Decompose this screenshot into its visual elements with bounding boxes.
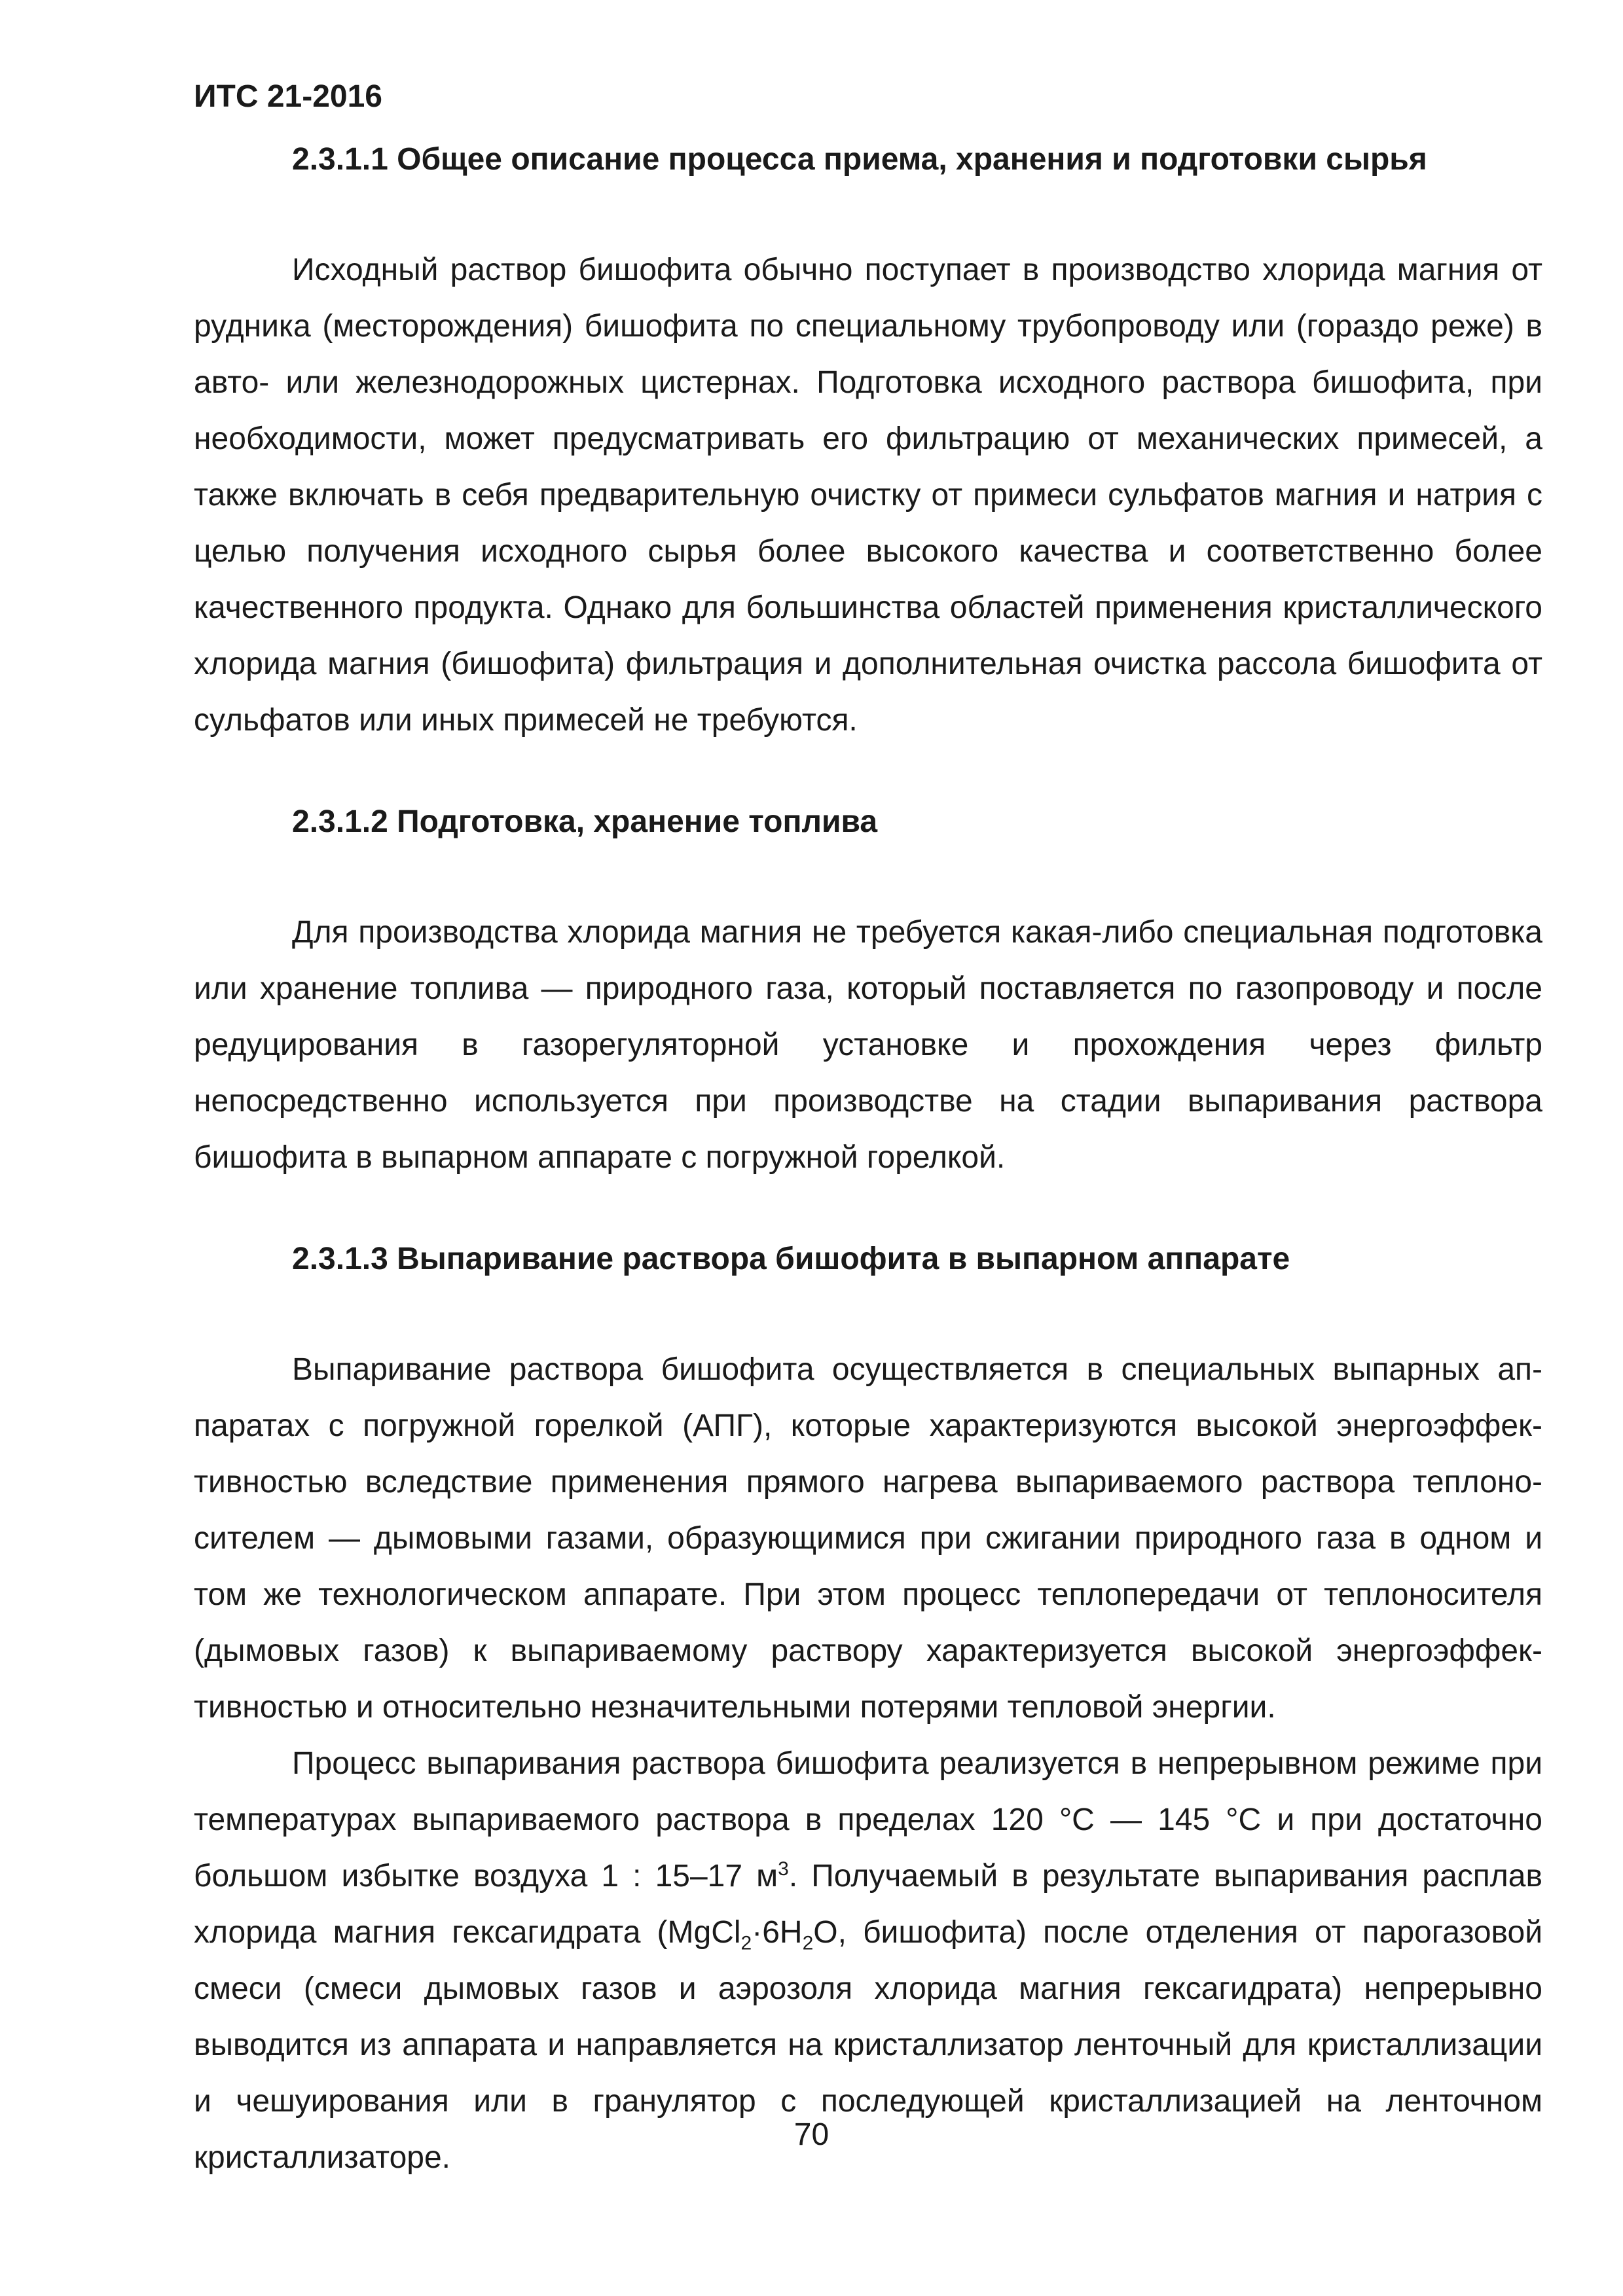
document-code-header: ИТС 21-2016 [194,79,382,114]
paragraph-raw-material: Исходный раствор бишофита обычно поступает в производство хлорида магния от рудника (месторождения) бишофита по специальному трубопроводу или (гораздо реже) в авто- или железнодорожных цистернах. Подготовка исходного раствора бишофита, при необходимости, может предусматривать его фильтрацию от механических примесей, а также включать в себя предварительную очистку от примеси сульфатов магния и натрия с целью получения исходного сырья более высокого качества и соответственно более качественного продукта. Однако для большинства областей применения кристаллического хлорида магния (бишофита) фильтрация и дополнительная очистка рассола бишофита от сульфатов или иных примесей не требуются. [194,253,1542,738]
evaporation-text-part3: ·6H [752,1915,803,1950]
section-heading-2-3-1-3: 2.3.1.3 Выпаривание раствора бишофита в выпарном аппарате [292,1242,1290,1276]
evaporation-text-part1: Процесс выпаривания раствора бишофита реализуется в непрерывном режиме при температурах выпариваемого раствора в пределах 120 °С — 145 °С и при достаточно большом избытке воздуха 1 : 15–17 м [194,1746,1542,1893]
cubic-superscript: 3 [778,1858,789,1880]
paragraph-evaporation: Выпаривание раствора бишофита осуществляется в специальных выпарных аппаратах с погружной горелкой (АПГ), которые характеризуются высокой энергоэффективностью вследствие применения прямого нагрева выпариваемого раствора теплоносителем — дымовыми газами, образующимися при сжигании природного газа в одном и том же технологическом аппарате. При этом процесс теплопередачи от теплоносителя (дымовых газов) к выпариваемому раствору характеризуется высокой энергоэффективностью и относительно незначительными потерями тепловой энергии. [194,1352,1542,1725]
evaporation-text-part2: . Получаемый в результате выпаривания расплав хлорида магния гексагидрата (MgCl [194,1859,1542,1950]
page-number: 70 [793,2117,830,2152]
section-heading-2-3-1-1: 2.3.1.1 Общее описание процесса приема, хранения и подготовки сырья [292,142,1427,177]
page-content [194,140,1542,2186]
formula-subscript-cl2: 2 [740,1932,752,1954]
paragraph-fuel: Для производства хлорида магния не требуется какая-либо специальная подготовка или хранение топлива — природного газа, который поставляется по газопроводу и после редуцирования в газорегуляторной установке и прохождения через фильтр непосредственно используется при производстве на стадии выпаривания раствора бишофита в выпарном аппарате с погружной горелкой. [194,915,1542,1175]
evaporation-text-part4: O, бишофита) после отделения от парогазовой смеси (смеси дымовых газов и аэрозоля хлорида магния гексагидрата) непрерывно выводится из аппарата и направляется на кристаллизатор ленточный для кристаллизации и чешуирования или в гранулятор с последующей кристаллизацией на ленточном кристаллизаторе. [194,1915,1543,2175]
section-heading-2-3-1-2: 2.3.1.2 Подготовка, хранение топлива [292,804,878,839]
formula-subscript-h2: 2 [802,1932,814,1954]
